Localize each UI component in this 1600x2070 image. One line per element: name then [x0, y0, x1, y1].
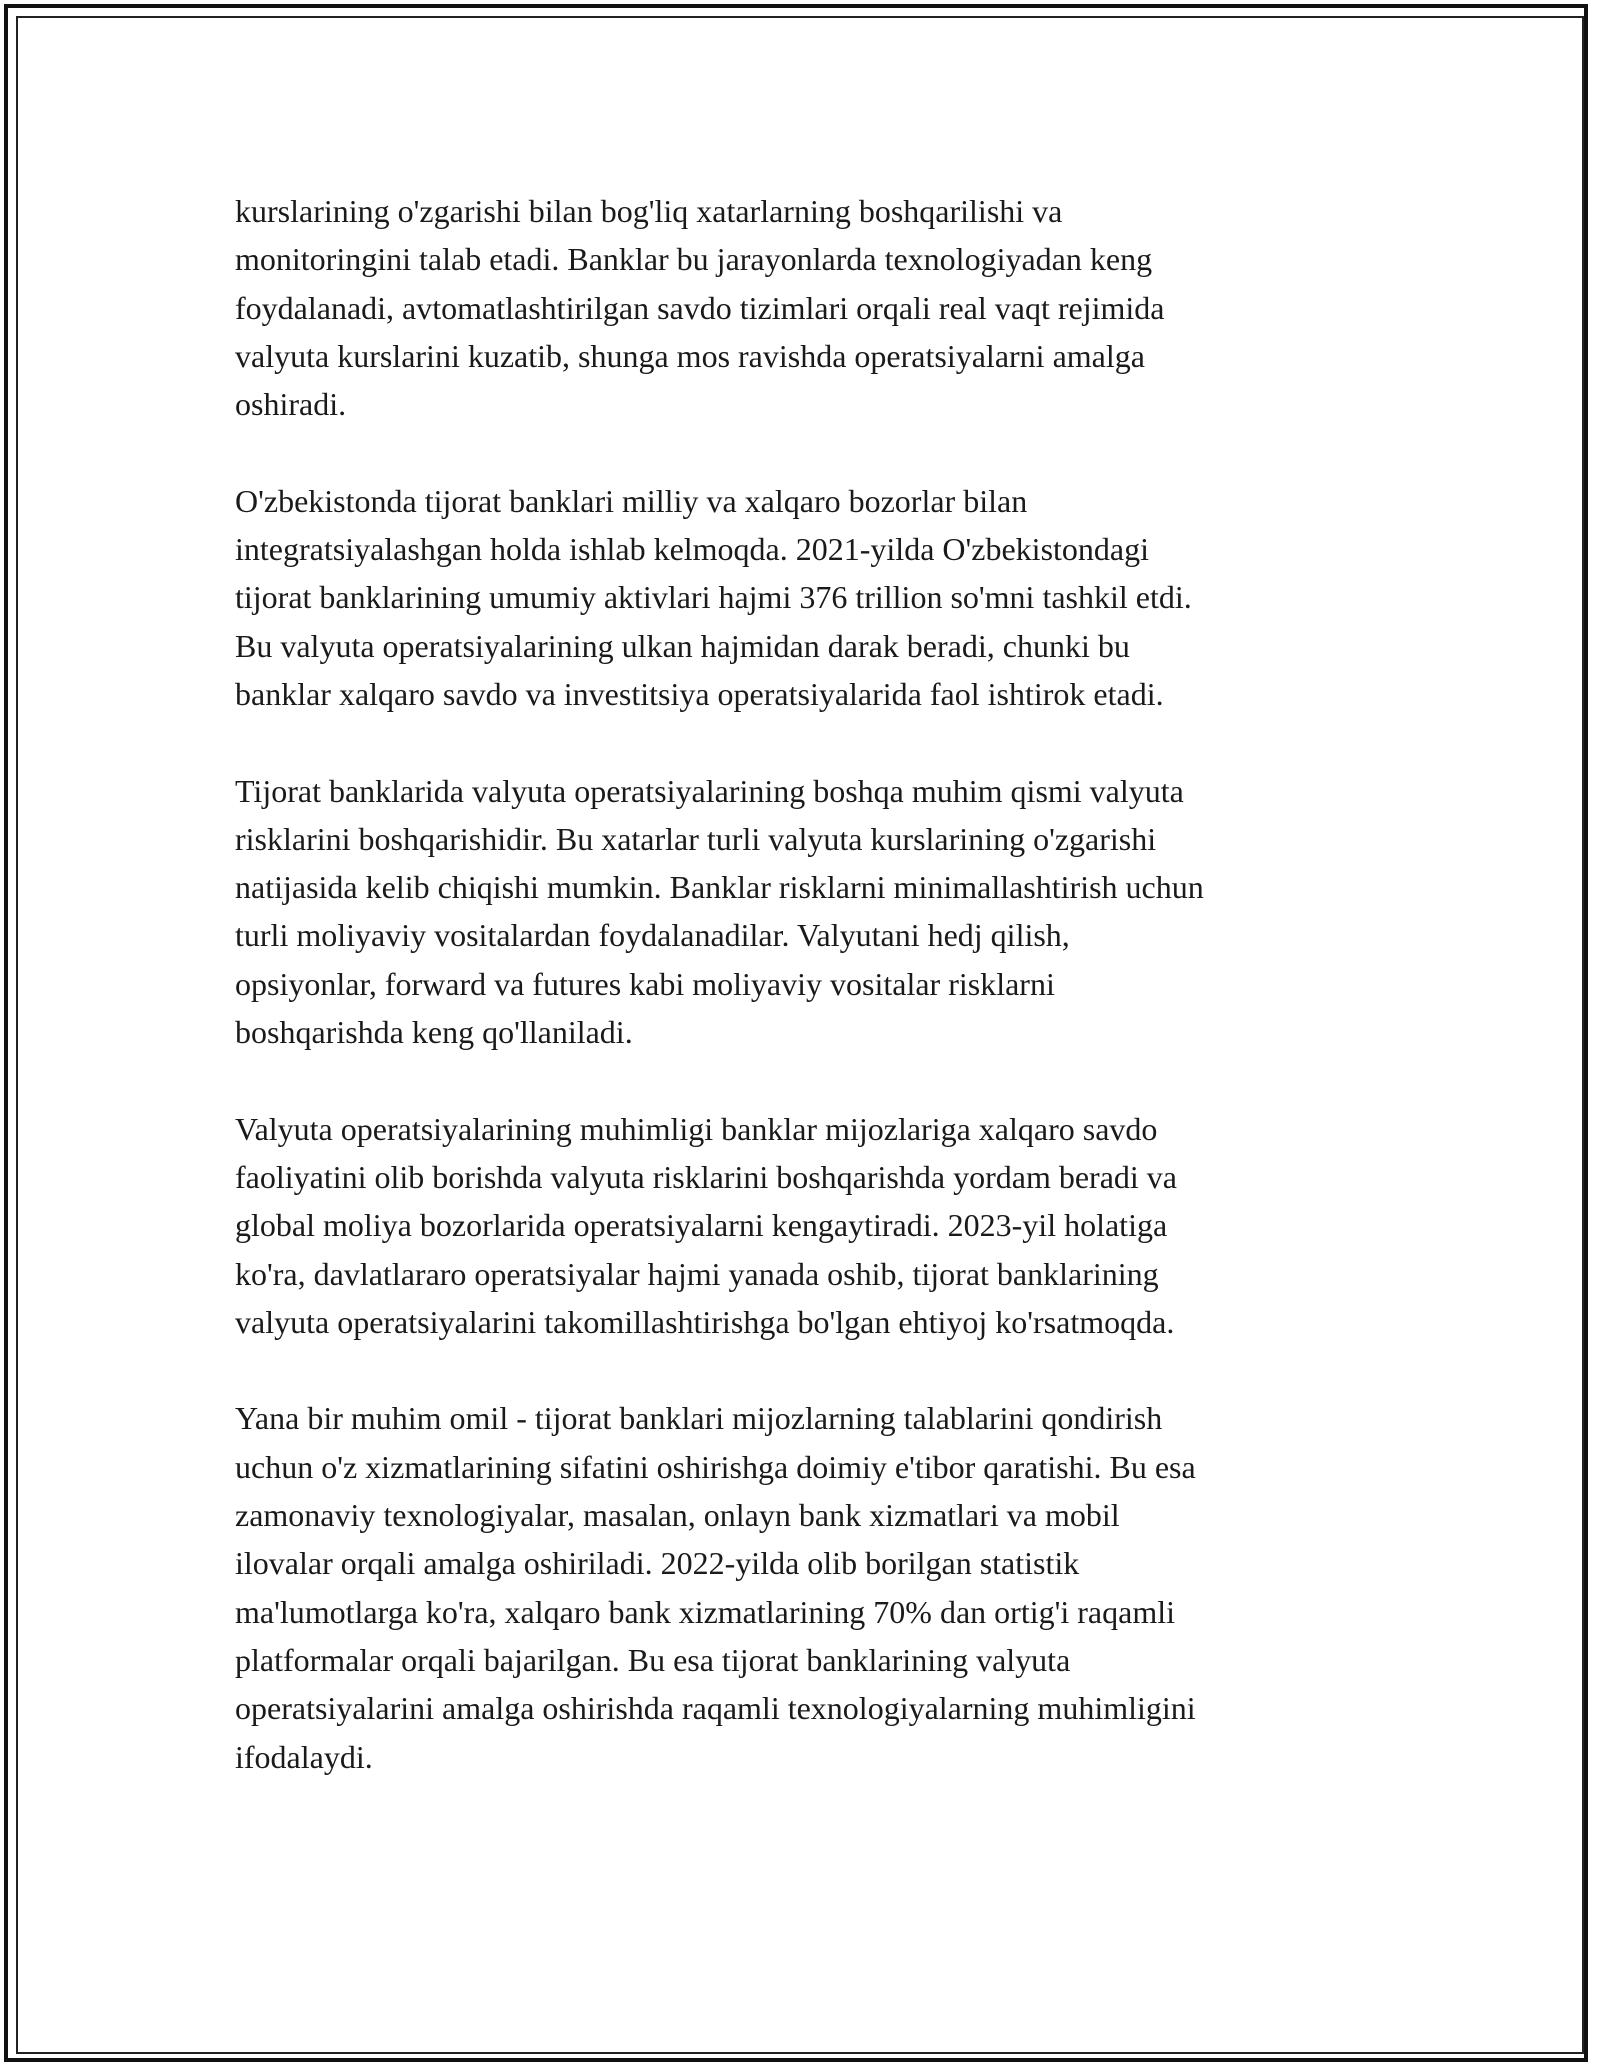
paragraph-importance-of-operations: Valyuta operatsiyalarining muhimligi banklar mijozlariga xalqaro savdo faoliyatini olib borishda valyuta risklarini boshqarishda yordam beradi va global moliya bozorlarida operatsiyalarni kengaytiradi. 2023-yil holatiga ko'ra, davlatlararo operatsiyalar hajmi yanada oshib, tijorat banklarining valyuta operatsiyalarini takomillashtirishga bo'lgan ehtiyoj ko'rsatmoqda.	[235, 1110, 1177, 1340]
paragraph-currency-risk-management: Tijorat banklarida valyuta operatsiyalarining boshqa muhim qismi valyuta risklarini boshqarishidir. Bu xatarlar turli valyuta kurslarining o'zgarishi natijasida kelib chiqishi mumkin. Banklar risklarni minimallashtirish uchun turli moliyaviy vositalardan foydalanadilar. Valyutani hedj qilish, opsiyonlar, forward va futures kabi moliyaviy vositalar risklarni boshqarishda keng qo'llaniladi.	[235, 772, 1204, 1051]
paragraph-digital-services: Yana bir muhim omil - tijorat banklari mijozlarning talablarini qondirish uchun o'z xizmatlarining sifatini oshirishga doimiy e'tibor qaratishi. Bu esa zamonaviy texnologiyalar, masalan, onlayn bank xizmatlari va mobil ilovalar orqali amalga oshiriladi. 2022-yilda olib borilgan statistik ma'lumotlarga ko'ra, xalqaro bank xizmatlarining 70% dan ortig'i raqamli platformalar orqali bajarilgan. Bu esa tijorat banklarining valyuta operatsiyalarini amalga oshirishda raqamli texnologiyalarning muhimligini ifodalaydi.	[235, 1400, 1196, 1775]
document-body	[235, 187, 1375, 1829]
paragraph-uzbekistan-bank-assets: O'zbekistonda tijorat banklari milliy va xalqaro bozorlar bilan integratsiyalashgan holda ishlab kelmoqda. 2021-yilda O'zbekistondagi tijorat banklarining umumiy aktivlari hajmi 376 trillion so'mni tashkil etdi. Bu valyuta operatsiyalarining ulkan hajmidan darak beradi, chunki bu banklar xalqaro savdo va investitsiya operatsiyalarida faol ishtirok etadi.	[235, 482, 1192, 712]
paragraph-exchange-risk-monitoring: kurslarining o'zgarishi bilan bog'liq xatarlarning boshqarilishi va monitoringini talab etadi. Banklar bu jarayonlarda texnologiyadan keng foydalanadi, avtomatlashtirilgan savdo tizimlari orqali real vaqt rejimida valyuta kurslarini kuzatib, shunga mos ravishda operatsiyalarni amalga oshiradi.	[235, 193, 1165, 423]
